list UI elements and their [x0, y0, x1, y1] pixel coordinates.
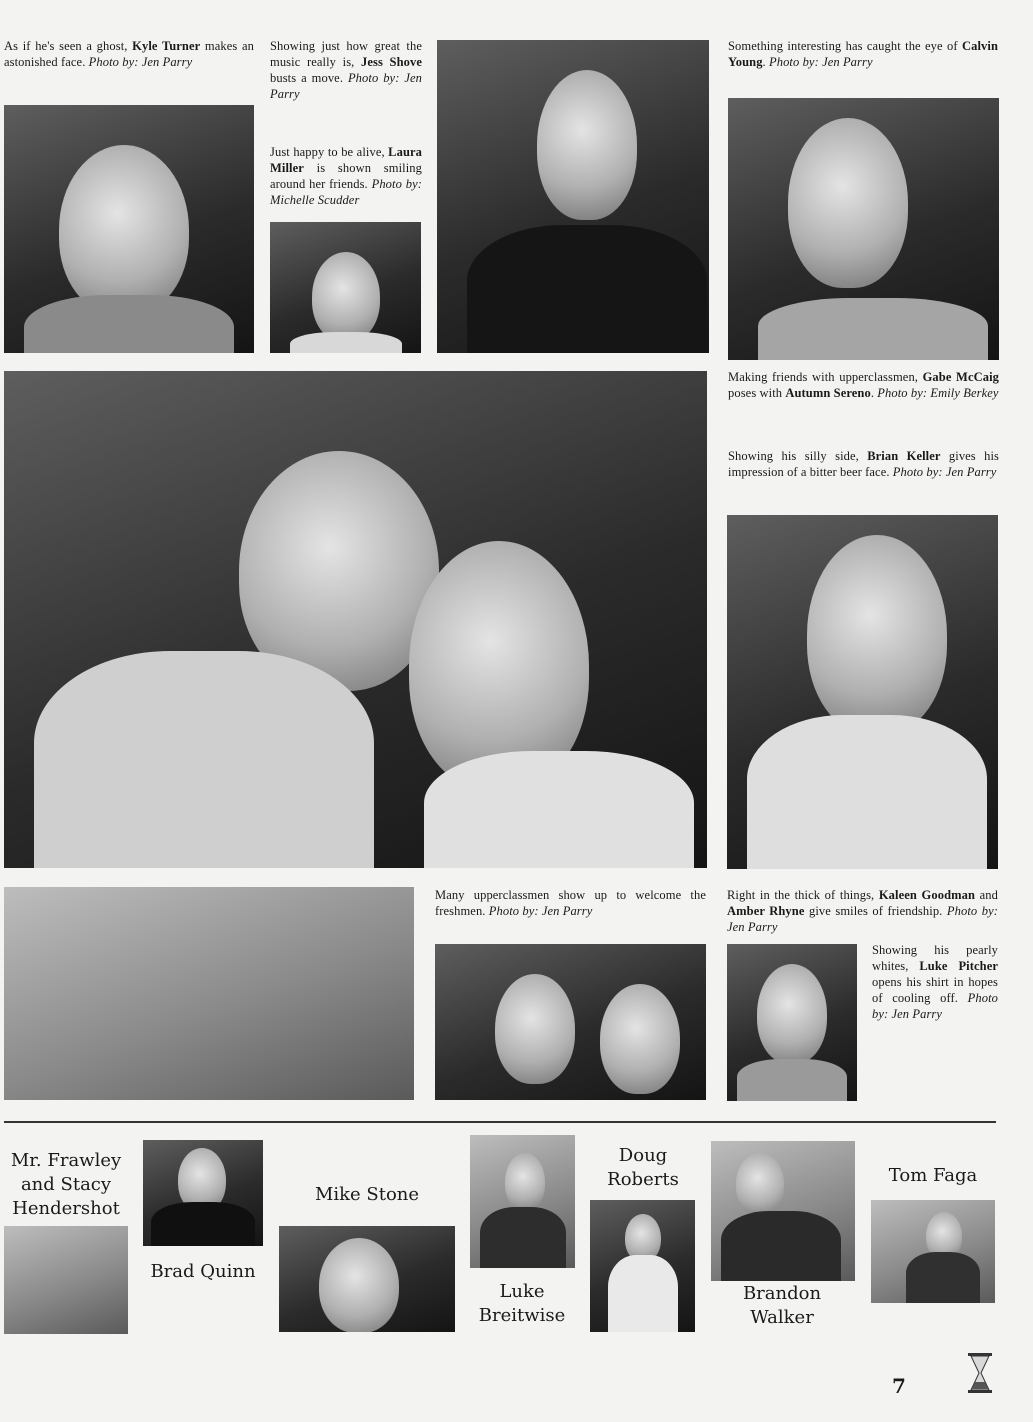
photo-jess-shove — [437, 40, 709, 353]
photo-luke-pitcher — [727, 944, 857, 1101]
label-tom-faga: Tom Faga — [888, 1165, 978, 1186]
label-luke-breitwise: Luke Breitwise — [478, 1281, 566, 1326]
photo-gabe-mccaig-autumn-sereno — [4, 371, 707, 868]
hourglass-icon — [966, 1352, 994, 1394]
photo-calvin-young — [728, 98, 999, 360]
page-number: 7 — [892, 1374, 906, 1398]
label-mike-stone: Mike Stone — [314, 1184, 420, 1205]
caption-gabe-mccaig: Making friends with upperclassmen, Gabe McCaig poses with Autumn Sereno. Photo by: Emily Berkey — [728, 370, 999, 400]
photo-luke-breitwise — [470, 1135, 575, 1268]
photo-brian-keller — [727, 515, 998, 869]
label-brad-quinn: Brad Quinn — [150, 1261, 256, 1282]
caption-laura-miller: Just happy to be alive, Laura Miller is shown smiling around her friends. Photo by: Michelle Scudder — [270, 145, 422, 207]
photo-doug-roberts — [590, 1200, 695, 1332]
photo-crowd — [4, 887, 414, 1100]
caption-kaleen-goodman: Right in the thick of things, Kaleen Goodman and Amber Rhyne give smiles of friendship. Photo by: Jen Parry — [727, 888, 998, 934]
photo-tom-faga — [871, 1200, 995, 1303]
caption-calvin-young: Something interesting has caught the eye of Calvin Young. Photo by: Jen Parry — [728, 39, 998, 69]
caption-kyle-turner: As if he's seen a ghost, Kyle Turner makes an astonished face. Photo by: Jen Parry — [4, 39, 255, 69]
photo-kaleen-goodman-amber-rhyne — [435, 944, 706, 1100]
caption-luke-pitcher: Showing his pearly whites, Luke Pitcher opens his shirt in hopes of cooling off. Photo by: Jen Parry — [872, 943, 999, 1021]
section-divider — [4, 1121, 996, 1123]
photo-brandon-walker — [711, 1141, 855, 1281]
label-doug-roberts: Doug Roberts — [607, 1145, 679, 1190]
photo-mike-stone — [279, 1226, 455, 1332]
caption-brian-keller: Showing his silly side, Brian Keller gives his impression of a bitter beer face. Photo by: Jen Parry — [728, 449, 1000, 479]
photo-frawley-hendershot — [4, 1226, 128, 1334]
photo-kyle-turner — [4, 105, 254, 353]
caption-crowd: Many upperclassmen show up to welcome the freshmen. Photo by: Jen Parry — [435, 888, 706, 918]
label-frawley-hendershot: Mr. Frawley and Stacy Hendershot — [10, 1150, 122, 1219]
photo-laura-miller — [270, 222, 421, 353]
caption-jess-shove: Showing just how great the music really is, Jess Shove busts a move. Photo by: Jen Parry — [270, 39, 422, 101]
photo-brad-quinn — [143, 1140, 263, 1246]
label-brandon-walker: Brandon Walker — [742, 1283, 822, 1328]
